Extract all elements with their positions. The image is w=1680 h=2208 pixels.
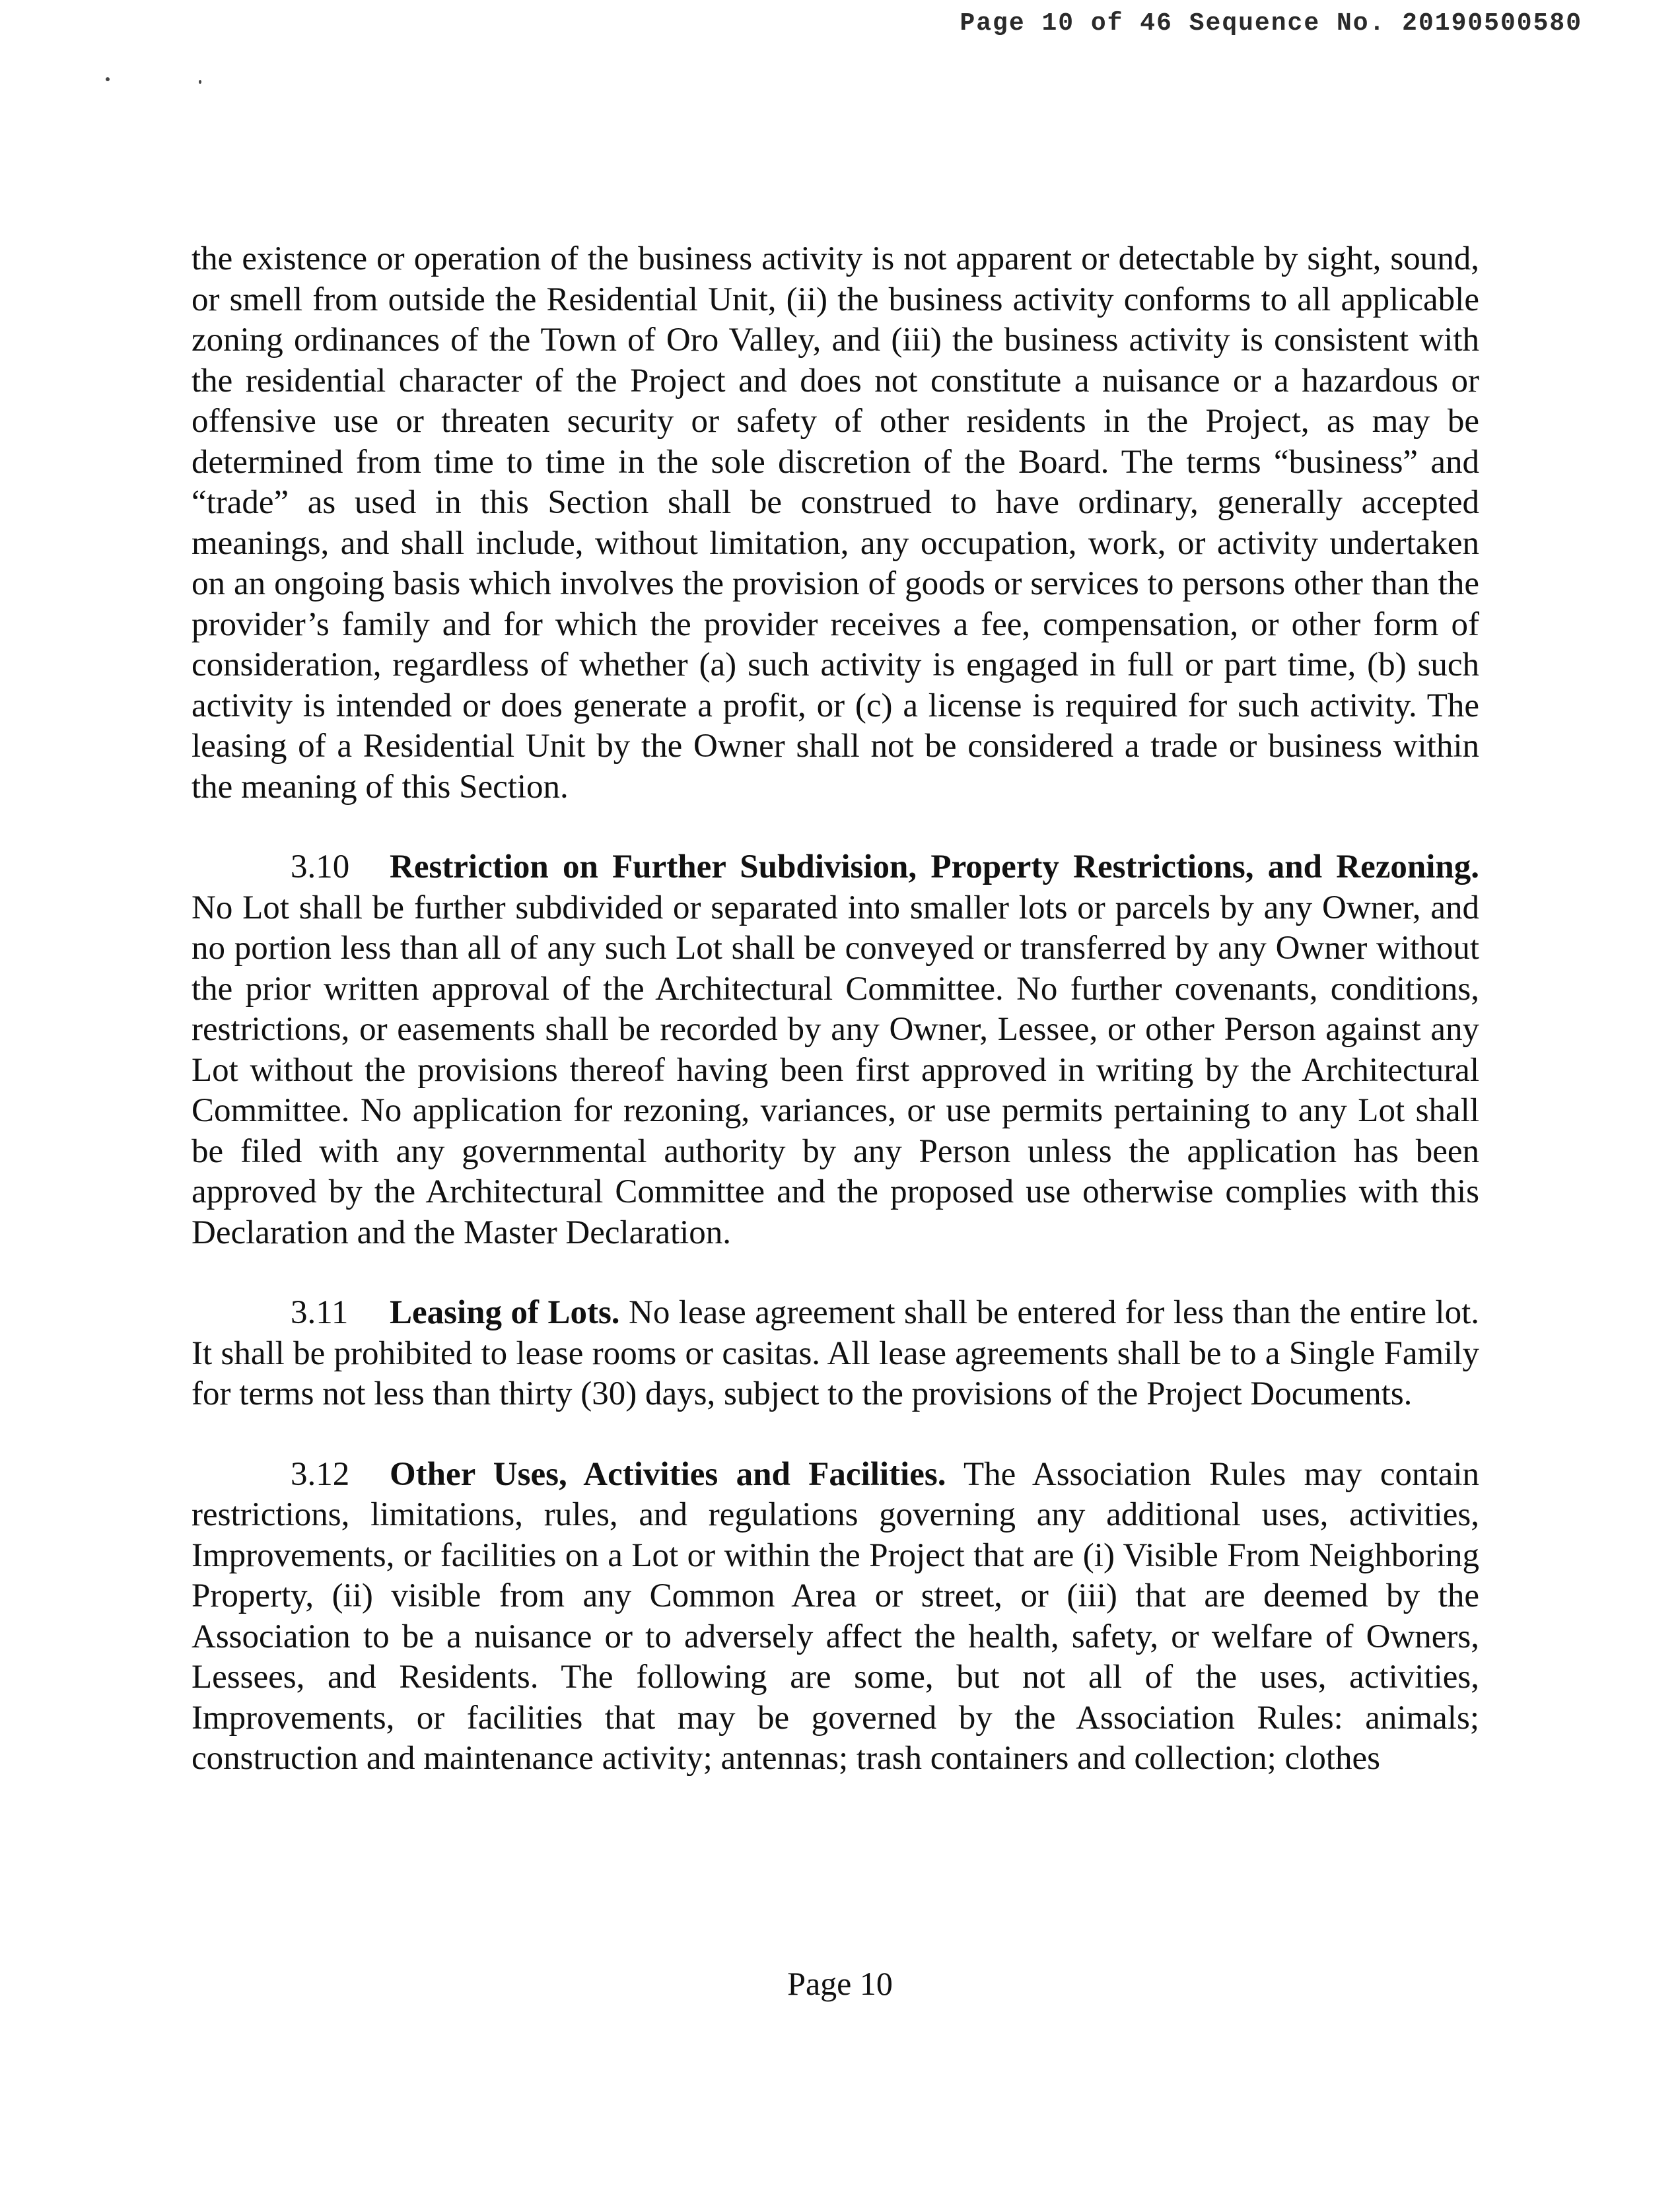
- section-heading: Restriction on Further Subdivision, Property Restrictions, and Rezoning.: [390, 848, 1479, 885]
- section-text: The Association Rules may contain restrictions, limitations, rules, and regulations governing any additional uses, activities, Improvements, or facilities on a Lot or within the Project that are (i) Visible From Neighboring Property, (ii) visible from any Common Area or street, or (iii) that are deemed by the Association to be a nuisance or to adversely affect the health, safety, or welfare of Owners, Lessees, and Residents. The following are some, but not all of the uses, activities, Improvements, or facilities that may be governed by the Association Rules: animals; construction and maintenance activity; antennas; trash containers and collection; clothes: [192, 1455, 1479, 1777]
- continuation-paragraph: the existence or operation of the business activity is not apparent or detectable by sight, sound, or smell from outside the Residential Unit, (ii) the business activity conforms to all applicable zoning ordinances of the Town of Oro Valley, and (iii) the business activity is consistent with the residential character of the Project and does not constitute a nuisance or a hazardous or offensive use or threaten security or safety of other residents in the Project, as may be determined from time to time in the sole discretion of the Board. The terms “business” and “trade” as used in this Section shall be construed to have ordinary, generally accepted meanings, and shall include, without limitation, any occupation, work, or activity undertaken on an ongoing basis which involves the provision of goods or services to persons other than the provider’s family and for which the provider receives a fee, compensation, or other form of consideration, regardless of whether (a) such activity is engaged in full or part time, (b) such activity is intended or does generate a profit, or (c) a license is required for such activity. The leasing of a Residential Unit by the Owner shall not be considered a trade or business within the meaning of this Section.: [192, 240, 1479, 806]
- section-3-10: [192, 847, 1479, 1253]
- scan-speck: [106, 77, 110, 81]
- recording-stamp: Page 10 of 46 Sequence No. 20190500580: [960, 9, 1582, 38]
- section-number: 3.10: [291, 848, 350, 885]
- section-3-11: [192, 1293, 1479, 1415]
- section-text: No lease agreement shall be entered for less than the entire lot. It shall be prohibited to lease rooms or casitas. All lease agreements shall be to a Single Family for terms not less than thirty (30) days, subject to the provisions of the Project Documents.: [192, 1294, 1480, 1412]
- section-heading: Other Uses, Activities and Facilities.: [390, 1455, 946, 1493]
- section-heading: Leasing of Lots.: [390, 1294, 620, 1331]
- section-number: 3.11: [291, 1294, 349, 1331]
- section-3-12: [192, 1455, 1479, 1779]
- scan-speck: [199, 80, 201, 84]
- section-number: 3.12: [291, 1455, 350, 1493]
- page-number: Page 10: [787, 1965, 893, 2002]
- document-body: [192, 239, 1479, 1779]
- section-text: No Lot shall be further subdivided or separated into smaller lots or parcels by any Owner, and no portion less than all of any such Lot shall be conveyed or transferred by any Owner without the prior written approval of the Architectural Committee. No further covenants, conditions, restrictions, or easements shall be recorded by any Owner, Lessee, or other Person against any Lot without the provisions thereof having been first approved in writing by the Architectural Committee. No application for rezoning, variances, or use permits pertaining to any Lot shall be filed with any governmental authority by any Person unless the application has been approved by the Architectural Committee and the proposed use otherwise complies with this Declaration and the Master Declaration.: [192, 889, 1479, 1251]
